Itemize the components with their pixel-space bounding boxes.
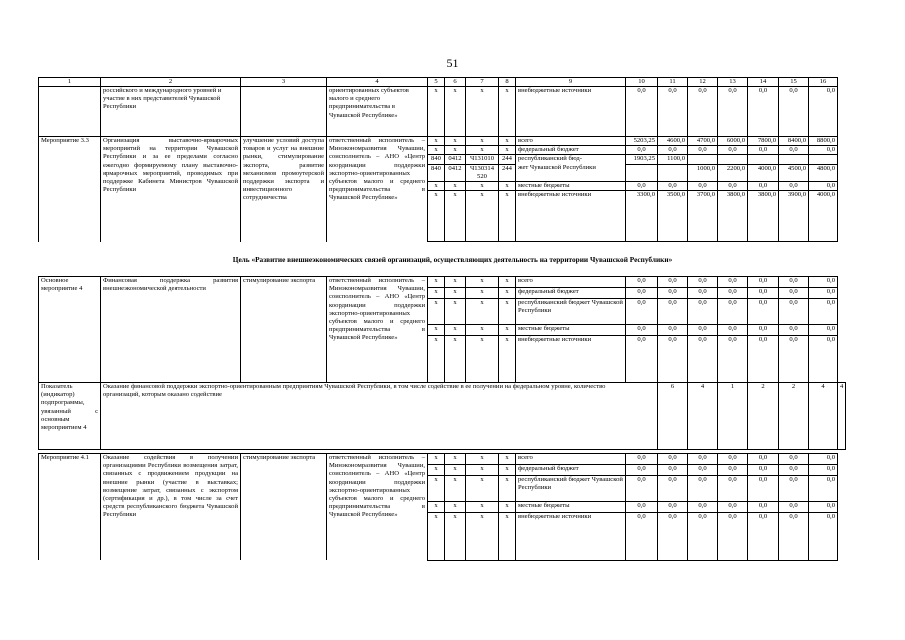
cell-value: 0,0: [748, 277, 779, 288]
header-cell: 16: [809, 78, 838, 87]
cell-code: x: [466, 182, 499, 191]
cell-code: x: [499, 501, 516, 512]
cell-value: 0,0: [658, 454, 688, 465]
cell-value: 2200,0: [718, 164, 748, 181]
cell-code: x: [466, 501, 499, 512]
cell-code: x: [445, 299, 466, 325]
cell-code: 0412: [445, 164, 466, 181]
cell-value: 0,0: [626, 475, 658, 501]
cell-code: x: [428, 277, 445, 288]
cell-value: 0,0: [688, 464, 718, 475]
cell-code: x: [428, 512, 445, 560]
cell-value: 0,0: [718, 336, 748, 383]
cell-value: 1100,0: [658, 155, 688, 164]
cell-value: 4700,0: [688, 137, 718, 146]
header-cell: 15: [779, 78, 809, 87]
cell-source: республиканский бюджет Чувашской Республики: [516, 475, 626, 501]
cell-code: x: [445, 277, 466, 288]
cell-executor: ответственный исполнитель – Минэкономразвития Чувашии, соисполнитель – АНО «Центр координации поддержки экспортно-ориентированных субъектов малого и среднего предпринимательства в Чувашской Республике»: [327, 454, 428, 561]
cell-value: 3300,0: [626, 191, 658, 242]
cell-value: 0,0: [626, 454, 658, 465]
indicator-row: [39, 383, 846, 450]
cell-value: 7800,0: [748, 137, 779, 146]
cell-value: 3500,0: [658, 191, 688, 242]
cell-value: 0,0: [748, 299, 779, 325]
cell-value: 0,0: [658, 146, 688, 155]
cell-value: 0,0: [688, 288, 718, 299]
cell-value: [658, 164, 688, 181]
cell-result: стимулирование экспорта: [241, 277, 327, 383]
cell-indicator-text: Оказание финансовой поддержки экспортно-ориентированным предприятиям Чувашской Республики, в том числе содействие в ее получении на федеральном уровне, количество организаций, которым оказано содействие: [101, 383, 626, 450]
cell-code: x: [499, 464, 516, 475]
cell-value: 0,0: [688, 475, 718, 501]
header-cell: 6: [445, 78, 466, 87]
cell-code: 840: [428, 155, 445, 164]
cell-value: 0,0: [779, 182, 809, 191]
header-cell: 4: [327, 78, 428, 87]
cell-value: 0,0: [779, 288, 809, 299]
cell-code: x: [428, 325, 445, 336]
cell-code: x: [428, 87, 445, 137]
cell-code: 0412: [445, 155, 466, 164]
cell-value: 5203,25: [626, 137, 658, 146]
cell-value: 0,0: [779, 512, 809, 560]
cell-value: 0,0: [626, 512, 658, 560]
cell-code: x: [466, 336, 499, 383]
cell-description: Организация выставочно-ярмарочных мероприятий на территории Чувашской Республики и за ее пределами согласно ежегодно формируемому плану выставочно-ярмарочных мероприятий, проводимых при поддержке Кабинета Министров Чувашской Республики: [101, 137, 241, 242]
cell-value: 0,0: [748, 501, 779, 512]
cell-code: x: [445, 464, 466, 475]
cell-value: 0,0: [748, 512, 779, 560]
cell-value: 3900,0: [779, 191, 809, 242]
cell-code: x: [499, 191, 516, 242]
header-cell: 3: [241, 78, 327, 87]
cell-value: [809, 155, 838, 164]
cell-value: 4: [688, 383, 718, 450]
cell-value: 0,0: [809, 512, 838, 560]
cell-value: 0,0: [809, 464, 838, 475]
cell-value: 3700,0: [688, 191, 718, 242]
page-number: 51: [446, 56, 459, 70]
header-cell: 11: [658, 78, 688, 87]
cell-value: [688, 155, 718, 164]
cell-value: 0,0: [688, 299, 718, 325]
table-row: [39, 137, 838, 146]
cell-value: 0,0: [658, 325, 688, 336]
cell-result: стимулирование экспорта: [241, 454, 327, 561]
header-cell: 2: [101, 78, 241, 87]
cell-value: 0,0: [626, 501, 658, 512]
cell-value: 0,0: [809, 277, 838, 288]
cell-value: 1903,25: [626, 155, 658, 164]
cell-value: 0,0: [658, 299, 688, 325]
cell-value: 4000,0: [748, 164, 779, 181]
cell-value: 0,0: [748, 87, 779, 137]
cell-code: x: [428, 454, 445, 465]
cell-code: x: [428, 182, 445, 191]
cell-code: x: [445, 288, 466, 299]
cell-source: всего: [516, 277, 626, 288]
cell-source: местные бюджеты: [516, 501, 626, 512]
cell-code: x: [499, 182, 516, 191]
cell-value: 4: [809, 383, 838, 450]
cell-value: 0,0: [626, 146, 658, 155]
header-cell: 14: [748, 78, 779, 87]
cell-code: x: [499, 336, 516, 383]
cell-source: федеральный бюджет: [516, 146, 626, 155]
cell-code: x: [445, 325, 466, 336]
cell-executor: ответственный исполнитель – Минэкономразвития Чувашии, соисполнитель – АНО «Центр координации поддержки экспортно-ориентированных субъектов малого и среднего предпринимательства в Чувашской Республике»: [327, 277, 428, 383]
cell-value: 0,0: [809, 475, 838, 501]
cell-executor: ответственный исполнитель – Минэкономразвития Чувашии, соисполнитель – АНО «Центр координации поддержки экспортно-ориентированных субъектов малого и среднего предпринимательства в Чувашской Республике»: [327, 137, 428, 242]
cell-value: 0,0: [718, 475, 748, 501]
cell-code: x: [428, 336, 445, 383]
cell-value: 4500,0: [779, 164, 809, 181]
cell-source: федеральный бюджет: [516, 288, 626, 299]
cell-source: всего: [516, 137, 626, 146]
cell-code: x: [428, 146, 445, 155]
cell-measure-name: Мероприятие 3.3: [39, 137, 101, 242]
cell-value: 6000,0: [718, 137, 748, 146]
cell-value: 0,0: [809, 87, 838, 137]
cell-code: x: [428, 191, 445, 242]
cell-value: 1: [718, 383, 748, 450]
cell-value: [718, 155, 748, 164]
cell-value: 0,0: [809, 182, 838, 191]
cell-source: местные бюджеты: [516, 182, 626, 191]
cell-code: x: [499, 277, 516, 288]
cell-value: 0,0: [748, 464, 779, 475]
cell-value: 0,0: [658, 512, 688, 560]
cell-code: x: [466, 299, 499, 325]
cell-value: 0,0: [658, 288, 688, 299]
cell-value: 0,0: [809, 336, 838, 383]
cell-value: 0,0: [658, 464, 688, 475]
cell-value: 0,0: [748, 336, 779, 383]
cell-value: 0,0: [626, 182, 658, 191]
cell-value: 3800,0: [748, 191, 779, 242]
cell-code: x: [428, 288, 445, 299]
cell-value: 0,0: [658, 475, 688, 501]
program-table-part-2: [38, 276, 846, 450]
cell-value: 0,0: [779, 325, 809, 336]
cell-value: 3800,0: [718, 191, 748, 242]
header-row: [39, 78, 838, 87]
cell-measure-name: Основное мероприятие 4: [39, 277, 101, 383]
header-cell: 1: [39, 78, 101, 87]
cell-value: 0,0: [626, 288, 658, 299]
cell-value: 0,0: [718, 501, 748, 512]
cell-value: 0,0: [658, 182, 688, 191]
goal-heading: Цель «Развитие внешнеэкономических связей организаций, осуществляющих деятельность на территории Чувашской Республики»: [232, 255, 673, 264]
cell-code: x: [499, 146, 516, 155]
cell-value: 0,0: [748, 454, 779, 465]
cell-value: [779, 155, 809, 164]
cell-code: x: [466, 464, 499, 475]
cell-value: 2: [748, 383, 779, 450]
cell-code: x: [466, 288, 499, 299]
cell-value: 0,0: [688, 277, 718, 288]
cell-value: 0,0: [626, 325, 658, 336]
cell-code: 840: [428, 164, 445, 181]
cell-value: 0,0: [688, 182, 718, 191]
header-cell: 8: [499, 78, 516, 87]
cell-value: 0,0: [718, 512, 748, 560]
program-table-part-1: [38, 77, 838, 242]
cell-value: 0,0: [779, 454, 809, 465]
cell-value: 4000,0: [809, 191, 838, 242]
cell-value: 0,0: [718, 299, 748, 325]
cell-value: 0,0: [718, 277, 748, 288]
cell-value: 1000,0: [688, 164, 718, 181]
cell-code: x: [466, 325, 499, 336]
cell-value: 0,0: [809, 299, 838, 325]
cell-value: 0,0: [809, 501, 838, 512]
cell-code: x: [499, 454, 516, 465]
header-cell: 13: [718, 78, 748, 87]
cell-value: 0,0: [718, 464, 748, 475]
cell-value: [748, 155, 779, 164]
cell-value: 0,0: [779, 87, 809, 137]
cell-value: 0,0: [658, 87, 688, 137]
cell-description: российского и международного уровней и участие в них представителей Чувашской Республики: [101, 87, 241, 137]
cell-value: 0,0: [748, 288, 779, 299]
cell-code: x: [499, 288, 516, 299]
cell-value: 0,0: [626, 277, 658, 288]
cell-value: 0,0: [658, 277, 688, 288]
cell-code: x: [466, 137, 499, 146]
cell-code: x: [499, 299, 516, 325]
header-cell: 5: [428, 78, 445, 87]
cell-value: 0,0: [748, 475, 779, 501]
cell-source: федеральный бюджет: [516, 464, 626, 475]
cell-value: 4800,0: [809, 164, 838, 181]
cell-source: республиканский бюджет Чувашской Республики: [516, 299, 626, 325]
cell-value: 0,0: [779, 501, 809, 512]
table-row: [39, 277, 846, 288]
cell-code: x: [428, 299, 445, 325]
cell-code: x: [466, 146, 499, 155]
cell-source: внебюджетные источники: [516, 512, 626, 560]
cell-value: 0,0: [718, 454, 748, 465]
cell-value: 0,0: [658, 501, 688, 512]
cell-value: 4: [838, 383, 846, 450]
cell-code: x: [445, 501, 466, 512]
cell-value: 0,0: [809, 325, 838, 336]
cell-value: 0,0: [626, 336, 658, 383]
program-table-part-3: [38, 453, 838, 561]
cell-value: 0,0: [688, 336, 718, 383]
cell-value: 8400,0: [779, 137, 809, 146]
cell-value: 0,0: [688, 501, 718, 512]
cell-code: x: [466, 191, 499, 242]
cell-value: 8800,0: [809, 137, 838, 146]
cell-code: x: [445, 191, 466, 242]
cell-description: Финансовая поддержка развития внешнеэкономической деятельности: [101, 277, 241, 383]
cell-source: внебюджетные источники: [516, 191, 626, 242]
cell-code: x: [428, 501, 445, 512]
cell-code: x: [445, 512, 466, 560]
cell-value: 0,0: [688, 87, 718, 137]
cell-code: x: [445, 475, 466, 501]
cell-value: 0,0: [748, 182, 779, 191]
cell-description: Оказание содействия в получении организациями Республики возмещения затрат, связанных с продвижением продукции на внешние рынки (участие в выставках; возмещение затрат, связанных с экспортом (сертификация и др.), в том числе за счет средств республиканского бюджета Чувашской Республики: [101, 454, 241, 561]
cell-value: 0,0: [779, 336, 809, 383]
cell-code: x: [445, 336, 466, 383]
cell-code: x: [428, 475, 445, 501]
cell-value: 0,0: [779, 277, 809, 288]
cell-value: 0,0: [748, 146, 779, 155]
cell-code: x: [445, 87, 466, 137]
cell-value: 0,0: [688, 146, 718, 155]
cell-value: 0,0: [688, 512, 718, 560]
cell-value: 0,0: [688, 325, 718, 336]
cell-code: x: [466, 512, 499, 560]
cell-code: Ч130314 520: [466, 164, 499, 181]
cell-result: [241, 87, 327, 137]
cell-source: всего: [516, 454, 626, 465]
cell-value: 0,0: [779, 464, 809, 475]
cell-measure-name: Мероприятие 4.1: [39, 454, 101, 561]
cell-code: x: [466, 454, 499, 465]
cell-code: x: [428, 137, 445, 146]
cell-value: 0,0: [779, 299, 809, 325]
cell-value: 2: [779, 383, 809, 450]
header-cell: 10: [626, 78, 658, 87]
cell-code: 244: [499, 155, 516, 164]
cell-source: республиканский бюд-: [516, 155, 626, 164]
header-cell: 7: [466, 78, 499, 87]
cell-code: x: [466, 277, 499, 288]
cell-value: 0,0: [658, 336, 688, 383]
cell-indicator-name: Показатель (индикатор) подпрограммы, увязанный с основным мероприятием 4: [39, 383, 101, 450]
cell-code: x: [499, 137, 516, 146]
cell-value: 0,0: [626, 299, 658, 325]
cell-value: 4600,0: [658, 137, 688, 146]
cell-value: 6: [658, 383, 688, 450]
cell-code: 244: [499, 164, 516, 181]
table-row: [39, 454, 838, 465]
cell-source: внебюджетные источники: [516, 87, 626, 137]
cell-value: 0,0: [779, 475, 809, 501]
cell-code: x: [499, 87, 516, 137]
cell-code: x: [445, 137, 466, 146]
cell-source: жет Чувашской Республики: [516, 164, 626, 181]
header-cell: 12: [688, 78, 718, 87]
header-cell: 9: [516, 78, 626, 87]
cell-value: 0,0: [626, 87, 658, 137]
cell-value: 0,0: [718, 288, 748, 299]
cell-code: x: [428, 464, 445, 475]
cell-result: улучшение условий доступа товаров и услуг на внешние рынки, стимулирование экспорта, развитие механизмов промоутерской поддержки экспорта и инвестиционного сотрудничества: [241, 137, 327, 242]
cell-value: 0,0: [718, 87, 748, 137]
cell-code: x: [445, 454, 466, 465]
cell-value: 0,0: [718, 146, 748, 155]
cell-code: x: [445, 182, 466, 191]
cell-value: 0,0: [809, 454, 838, 465]
cell-code: Ч131010: [466, 155, 499, 164]
cell-value: 0,0: [626, 464, 658, 475]
cell-executor: ориентированных субъектов малого и среднего предпринимательства в Чувашской Республике»: [327, 87, 428, 137]
cell-value: 0,0: [809, 146, 838, 155]
cell-code: x: [499, 475, 516, 501]
cell-source: местные бюджеты: [516, 325, 626, 336]
cell-value: 0,0: [718, 182, 748, 191]
cell-code: x: [499, 512, 516, 560]
cell-value: 0,0: [779, 146, 809, 155]
cell-code: x: [499, 325, 516, 336]
cell-code: x: [466, 475, 499, 501]
table-row: [39, 87, 838, 137]
cell-source: внебюджетные источники: [516, 336, 626, 383]
cell-value: 0,0: [688, 454, 718, 465]
cell-code: x: [466, 87, 499, 137]
cell-value: 0,0: [718, 325, 748, 336]
cell-value: [626, 164, 658, 181]
cell-value: 0,0: [809, 288, 838, 299]
cell-col1: [39, 87, 101, 137]
cell-value: 0,0: [748, 325, 779, 336]
cell-code: x: [445, 146, 466, 155]
